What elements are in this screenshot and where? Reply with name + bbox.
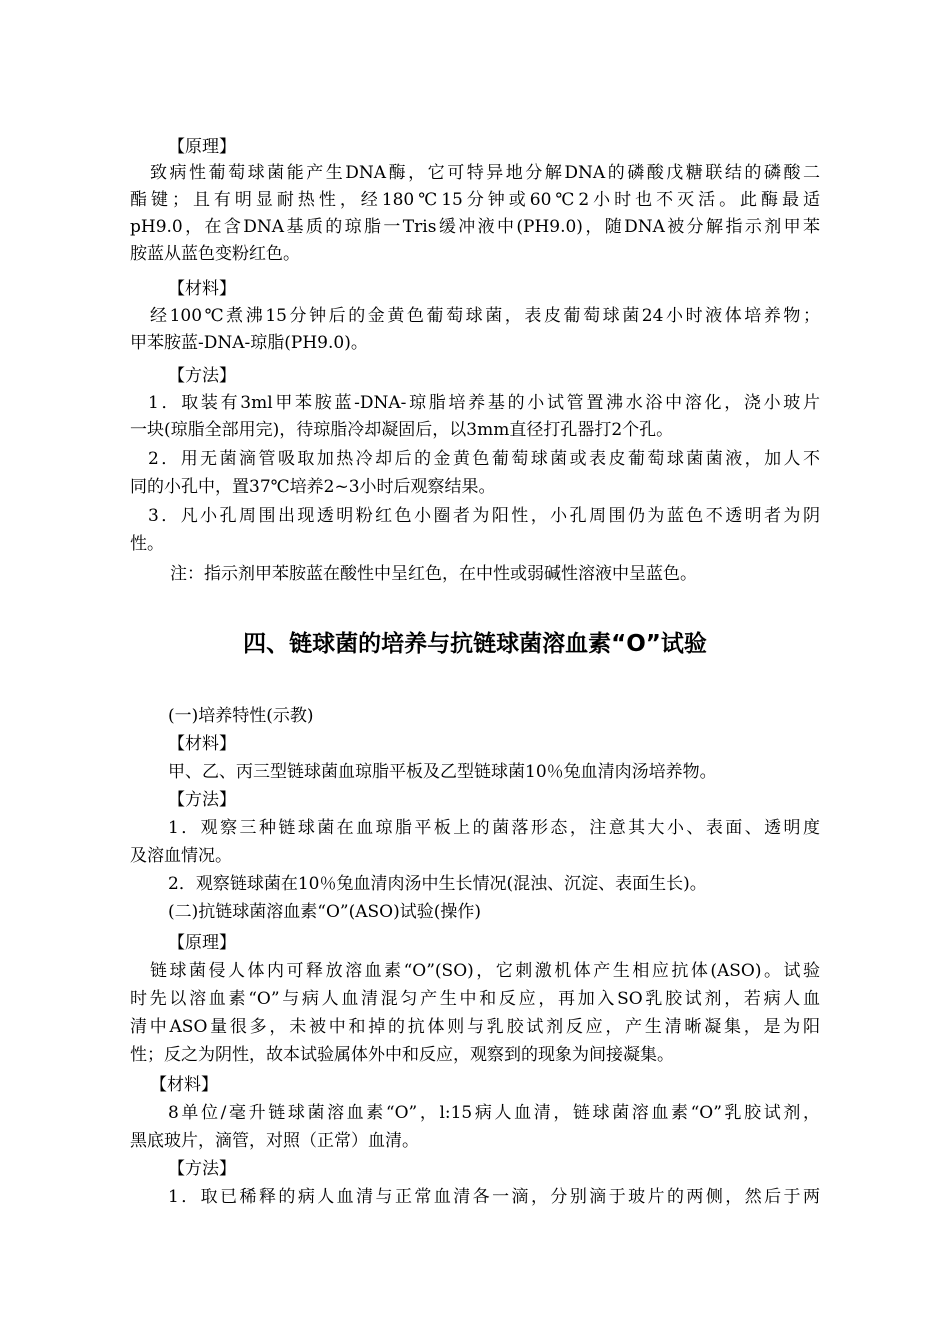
- paragraph-line: pH9.0，在含DNA基质的琼脂一Tris缓冲液中(PH9.0)，随DNA被分解指示剂甲苯: [130, 217, 820, 237]
- paragraph-line: 致病性葡萄球菌能产生DNA酶，它可特异地分解DNA的磷酸戊糖联结的磷酸二: [150, 163, 820, 183]
- note-line: 注：指示剂甲苯胺蓝在酸性中呈红色，在中性或弱碱性溶液中呈蓝色。: [170, 564, 697, 584]
- label-principle: 【原理】: [168, 137, 236, 157]
- paragraph-line: 3．凡小孔周围出现透明粉红色小圈者为阳性，小孔周围仍为蓝色不透明者为阴: [148, 506, 820, 526]
- label-materials: 【材料】: [168, 734, 236, 754]
- paragraph-line: 2．观察链球菌在10％兔血清肉汤中生长情况(混浊、沉淀、表面生长)。: [168, 874, 707, 894]
- paragraph-line: 1．取装有3ml甲苯胺蓝-DNA-琼脂培养基的小试管置沸水浴中溶化，浇小玻片: [148, 393, 820, 413]
- paragraph-line: 甲、乙、丙三型链球菌血琼脂平板及乙型链球菌10％兔血清肉汤培养物。: [168, 762, 717, 782]
- label-method: 【方法】: [168, 790, 236, 810]
- subsection-title: (二)抗链球菌溶血素“O”(ASO)试验(操作): [168, 902, 481, 922]
- subsection-title: (一)培养特性(示教): [168, 706, 314, 726]
- paragraph-line: 清中ASO量很多，未被中和掉的抗体则与乳胶试剂反应，产生清晰凝集，是为阳: [130, 1017, 820, 1037]
- paragraph-line: 甲苯胺蓝-DNA-琼脂(PH9.0)。: [130, 333, 368, 353]
- paragraph-line: 黑底玻片，滴管，对照（正常）血清。: [130, 1131, 419, 1151]
- paragraph-line: 及溶血情况。: [130, 846, 232, 866]
- paragraph-line: 经100℃煮沸15分钟后的金黄色葡萄球菌，表皮葡萄球菌24小时液体培养物；: [150, 306, 820, 326]
- paragraph-line: 性；反之为阴性，故本试验属体外中和反应，观察到的现象为间接凝集。: [130, 1045, 674, 1065]
- paragraph-line: 1．取已稀释的病人血清与正常血清各一滴，分别滴于玻片的两侧，然后于两: [168, 1187, 820, 1207]
- paragraph-line: 8单位/毫升链球菌溶血素“O”，l:15病人血清，链球菌溶血素“O”乳胶试剂，: [168, 1103, 820, 1123]
- label-method: 【方法】: [168, 366, 236, 386]
- label-materials: 【材料】: [168, 279, 236, 299]
- paragraph-line: 1．观察三种链球菌在血琼脂平板上的菌落形态，注意其大小、表面、透明度: [168, 818, 820, 838]
- paragraph-line: 胺蓝从蓝色变粉红色。: [130, 244, 300, 264]
- paragraph-line: 一块(琼脂全部用完)，待琼脂冷却凝固后，以3mm直径打孔器打2个孔。: [130, 420, 674, 440]
- section-heading: 四、链球菌的培养与抗链球菌溶血素“O”试验: [243, 631, 707, 657]
- paragraph-line: 酯键；且有明显耐热性，经180℃15分钟或60℃2小时也不灭活。此酶最适: [130, 190, 820, 210]
- paragraph-line: 链球菌侵人体内可释放溶血素“O”(SO)，它刺激机体产生相应抗体(ASO)。试验: [150, 961, 820, 981]
- paragraph-line: 同的小孔中，置37℃培养2~3小时后观察结果。: [130, 477, 496, 497]
- label-method: 【方法】: [168, 1159, 236, 1179]
- paragraph-line: 2．用无菌滴管吸取加热冷却后的金黄色葡萄球菌或表皮葡萄球菌菌液，加人不: [148, 449, 820, 469]
- paragraph-line: 性。: [130, 534, 164, 554]
- label-materials: 【材料】: [150, 1075, 218, 1095]
- paragraph-line: 时先以溶血素“O”与病人血清混匀产生中和反应，再加入SO乳胶试剂，若病人血: [130, 989, 820, 1009]
- label-principle: 【原理】: [168, 933, 236, 953]
